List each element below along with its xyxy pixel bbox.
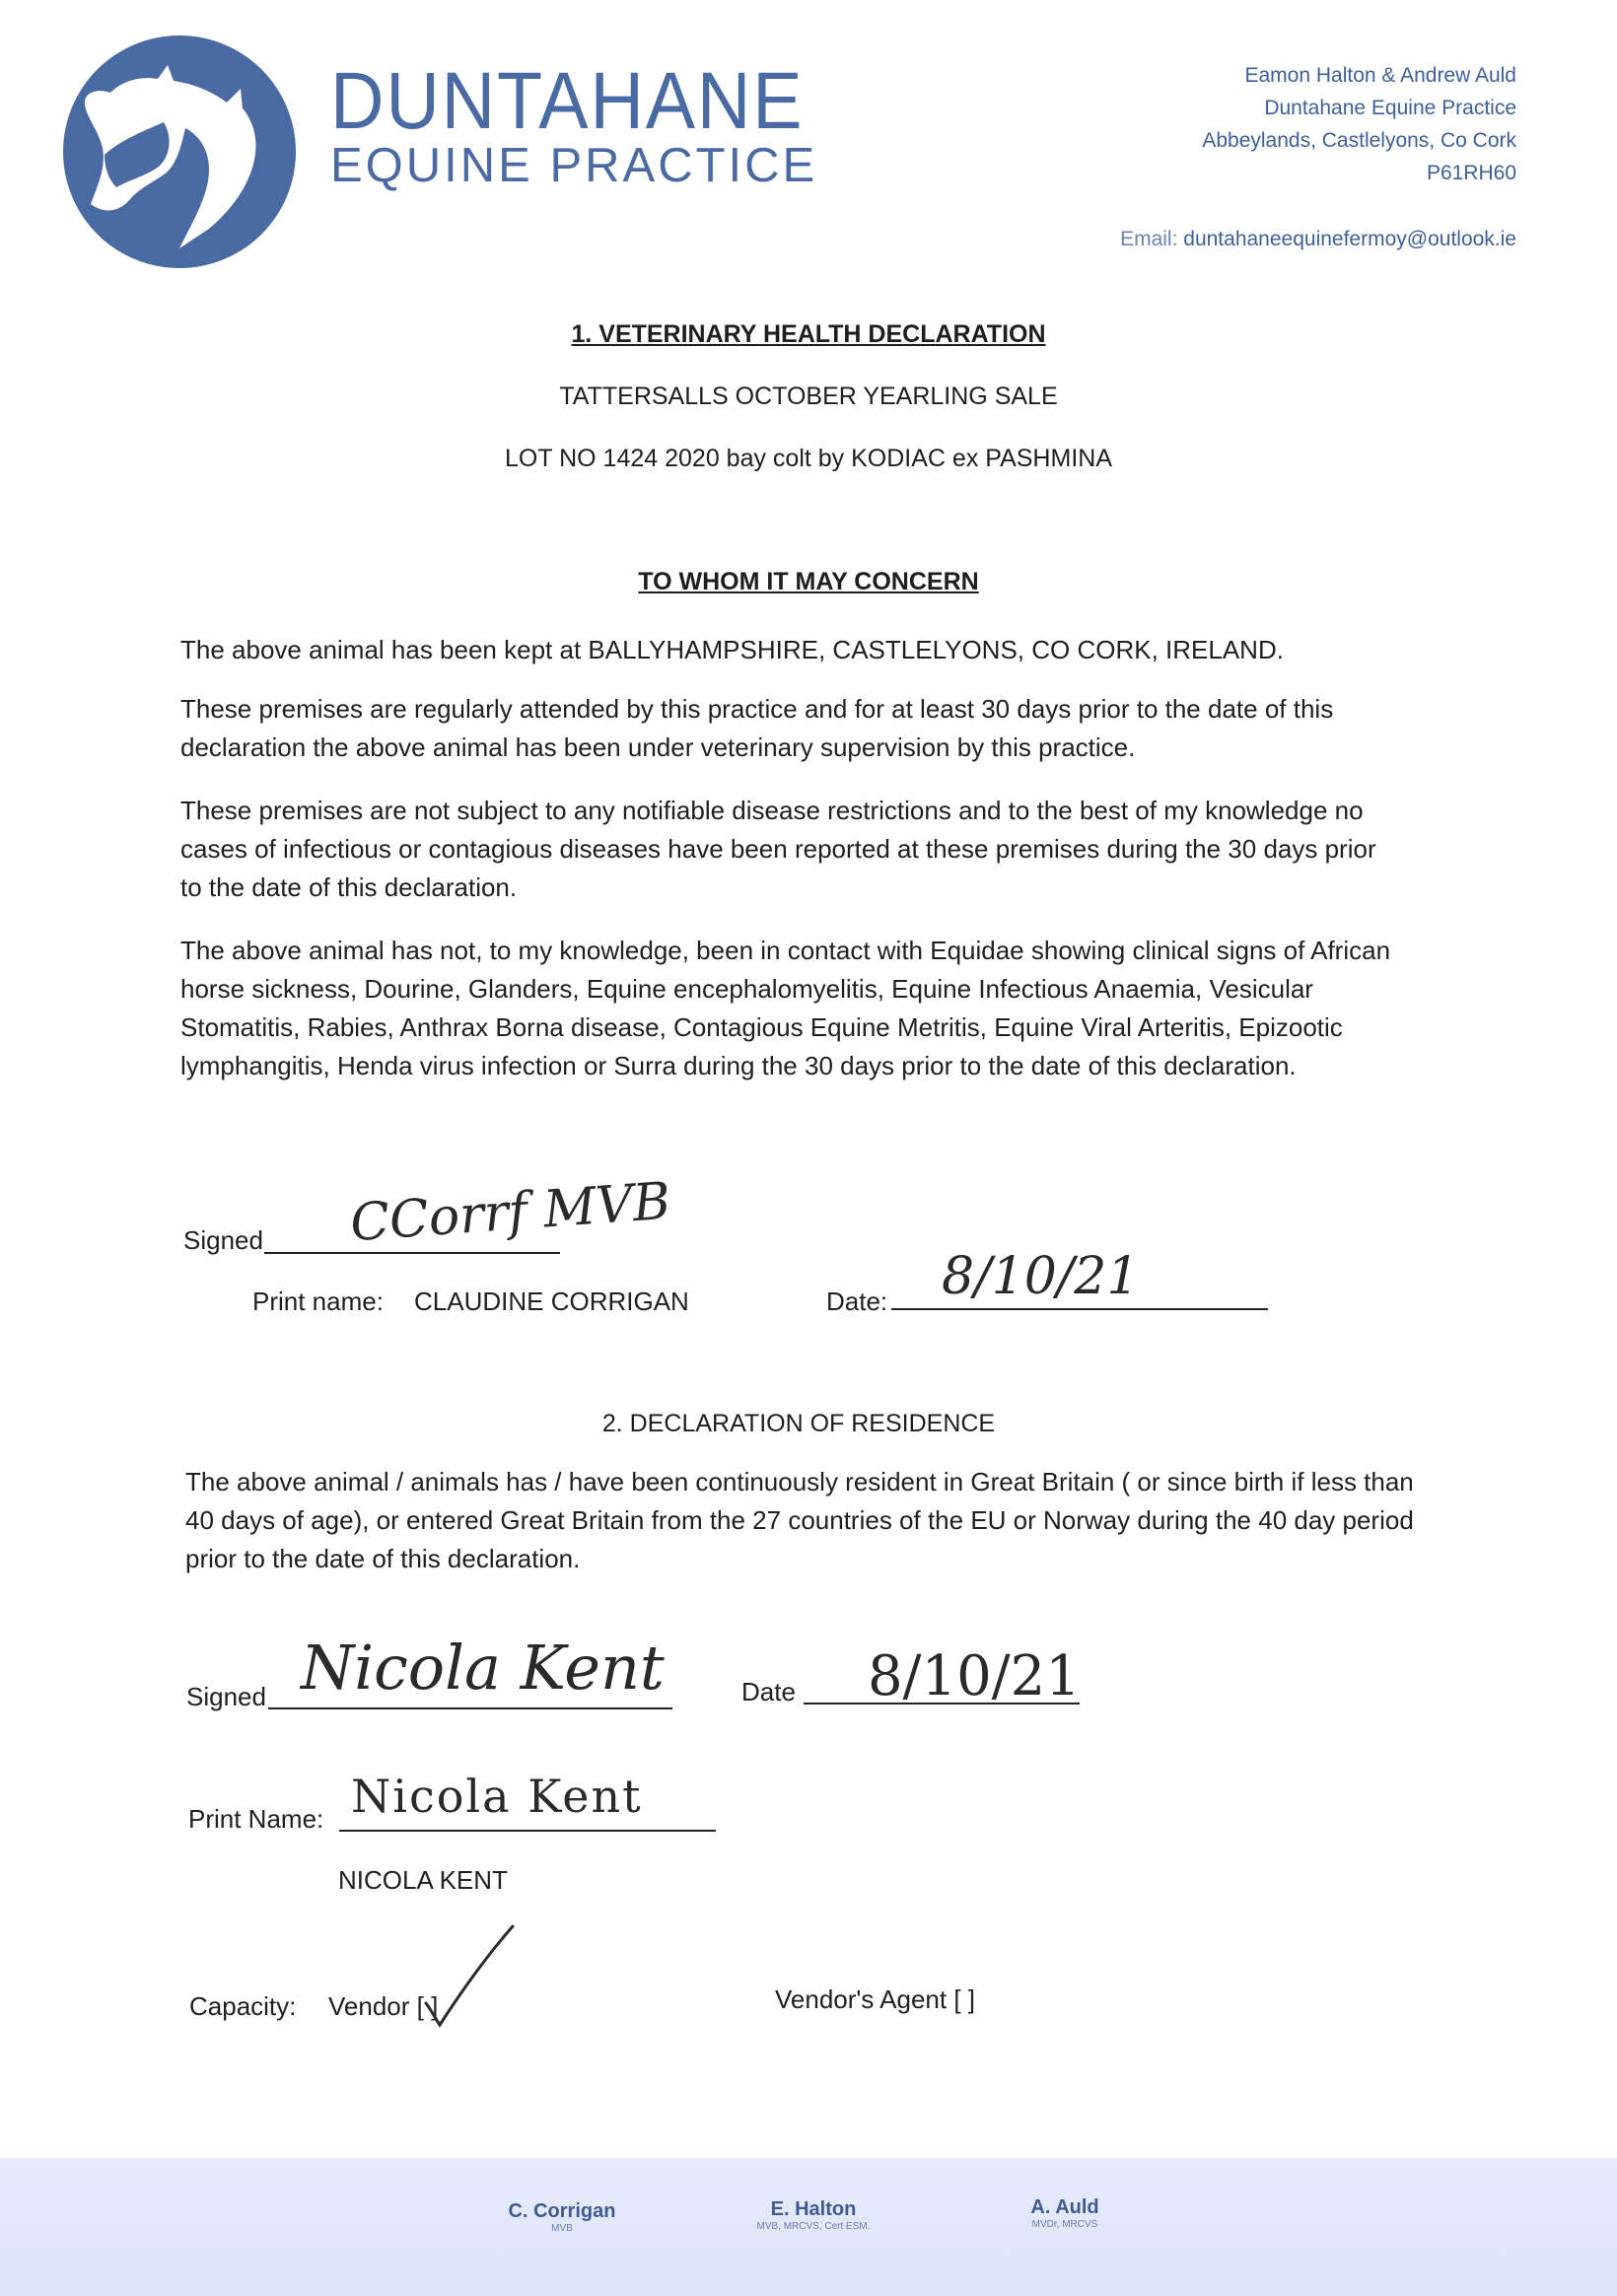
date-label: Date: [826, 1287, 888, 1316]
date-label-2: Date [741, 1677, 796, 1706]
paragraph-premises: The above animal has been kept at BALLYHAMPSHIRE, CASTLELYONS, CO CORK, IRELAND. [180, 635, 1284, 664]
practice-logo [61, 32, 298, 272]
paragraph-restrictions: These premises are not subject to any notifiable disease restrictions and to the best of my knowledge no cases of infectious or contagious diseases have been reported at these premises during the 30 days prior to the date of this declaration. [180, 796, 1376, 902]
vet-name: C. Corrigan [508, 2200, 616, 2222]
print-name-handwritten: Nicola Kent [351, 1770, 643, 1823]
address-block [1202, 59, 1516, 189]
signed-label: Signed [183, 1225, 263, 1255]
signed-label-2: Signed [186, 1682, 266, 1711]
vet-signature: CCorrf MVB [348, 1171, 673, 1254]
footer-vet-auld [986, 2196, 1144, 2230]
signature-line [264, 1252, 560, 1254]
vendor-option[interactable]: Vendor [ ] [328, 1991, 439, 2021]
practice-subtitle: EQUINE PRACTICE [330, 139, 818, 192]
vet-credentials: MVB [551, 2223, 573, 2234]
print-name-label-2: Print Name: [188, 1804, 324, 1834]
section1-heading: 1. VETERINARY HEALTH DECLARATION [571, 320, 1046, 348]
vet-credentials: MVDr, MRCVS [1031, 2219, 1098, 2230]
section2-heading: 2. DECLARATION OF RESIDENCE [601, 1410, 996, 1437]
vendor-signature: Nicola Kent [301, 1632, 665, 1704]
address-line: P61RH60 [1426, 162, 1516, 184]
address-line: Eamon Halton & Andrew Auld [1244, 64, 1516, 87]
practice-name: DUNTAHANE [330, 56, 805, 146]
email-line [1120, 223, 1516, 255]
paragraph-residence: The above animal / animals has / have been continuously resident in Great Britain ( or since birth if less than 40 days of age), or entered Great Britain from the 27 countries of the EU or Norway during the 40 day period prior to the date of this declaration. [185, 1467, 1414, 1573]
sale-name: TATTERSALLS OCTOBER YEARLING SALE [559, 383, 1058, 410]
capacity-label: Capacity: [189, 1991, 297, 2021]
footer-vet-halton [730, 2198, 897, 2232]
date-handwritten-2: 8/10/21 [868, 1644, 1081, 1708]
tick-mark-icon [422, 1922, 521, 2031]
address-line: Duntahane Equine Practice [1264, 97, 1516, 119]
vendor-agent-option[interactable]: Vendor's Agent [ ] [775, 1984, 975, 2014]
email-address[interactable]: duntahaneequinefermoy@outlook.ie [1183, 228, 1516, 250]
signature-line-2 [268, 1707, 672, 1709]
vet-name: E. Halton [770, 2198, 857, 2220]
print-name-typed: NICOLA KENT [338, 1865, 508, 1895]
print-name-value: CLAUDINE CORRIGAN [414, 1287, 689, 1316]
print-name-line [339, 1830, 716, 1832]
vet-credentials: MVB, MRCVS, Cert ESM. [756, 2221, 871, 2232]
footer-vet-corrigan [483, 2200, 641, 2234]
paragraph-contact: The above animal has not, to my knowledge, been in contact with Equidae showing clinical signs of African horse sickness, Dourine, Glanders, Equine encephalomyelitis, Equine Infectious Anaemia, Vesicular Stomatitis, Rabies, Anthrax Borna disease, Contagious Equine Metritis, Equine Viral Arteritis, Epizootic lymphangitis, Henda virus infection or Surra during the 30 days prior to the date of this declaration. [180, 936, 1391, 1080]
date-handwritten: 8/10/21 [942, 1247, 1140, 1306]
print-name-label: Print name: [252, 1287, 384, 1316]
paragraph-supervision: These premises are regularly attended by this practice and for at least 30 days prior to the date of this declaration the above animal has been under veterinary supervision by this practice. [180, 694, 1334, 762]
horse-head-icon [61, 32, 298, 272]
date-line [891, 1308, 1268, 1310]
concern-heading: TO WHOM IT MAY CONCERN [638, 568, 979, 595]
email-label: Email: [1120, 228, 1178, 250]
vet-name: A. Auld [1030, 2196, 1099, 2218]
lot-description: LOT NO 1424 2020 bay colt by KODIAC ex PASHMINA [504, 445, 1112, 472]
address-line: Abbeylands, Castlelyons, Co Cork [1202, 129, 1516, 152]
